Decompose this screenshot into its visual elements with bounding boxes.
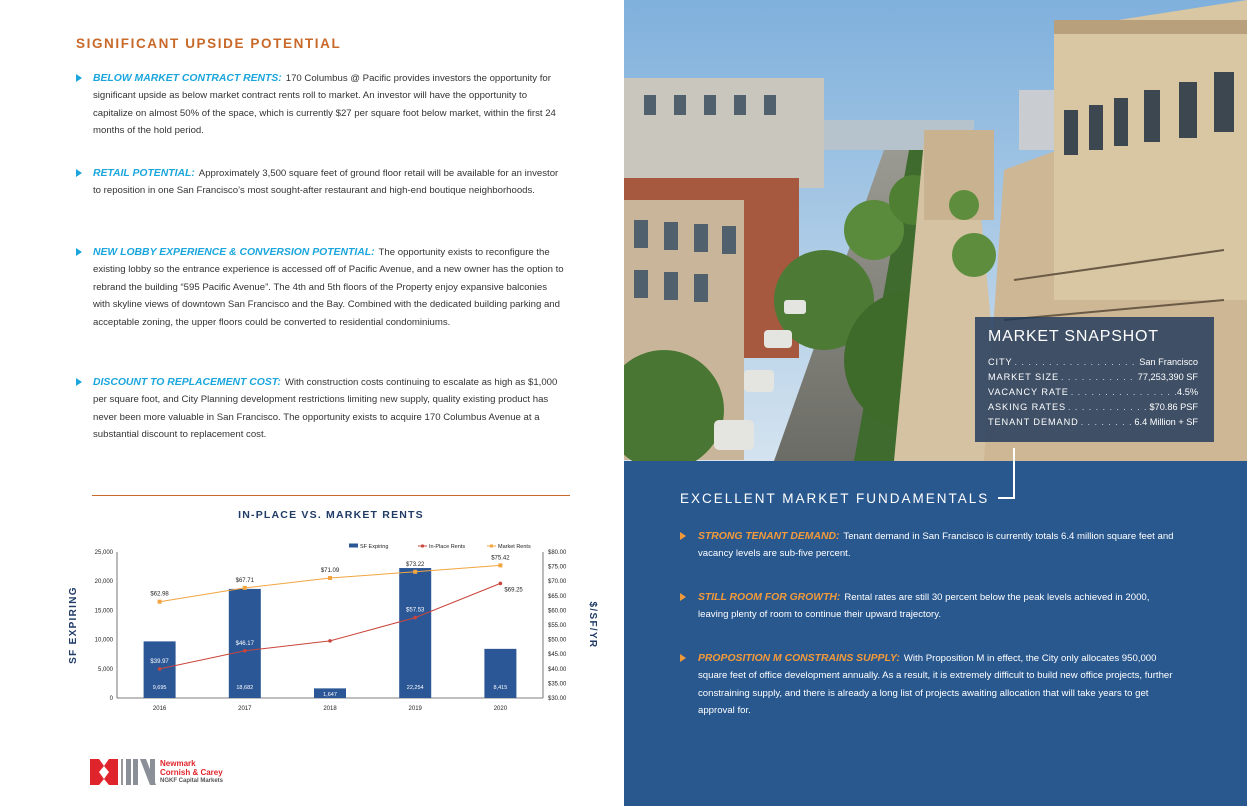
point-in-place-rent	[413, 616, 417, 620]
bullet-heading: STILL ROOM FOR GROWTH:	[698, 592, 841, 603]
y-tick-label: 15,000	[94, 608, 113, 615]
line-data-label: $39.97	[150, 658, 169, 665]
y2-tick-label: $45.00	[548, 652, 567, 659]
bar-data-label: 1,647	[323, 692, 337, 698]
connector-line	[998, 497, 1015, 499]
fundamentals-bullet	[680, 528, 1180, 563]
point-market-rent	[498, 563, 502, 567]
snapshot-row: VACANCY RATE . . . 4.5%	[988, 387, 1198, 397]
bullet-triangle-icon	[76, 74, 82, 82]
point-in-place-rent	[243, 649, 247, 653]
logo-n-icon	[126, 757, 156, 787]
bullet-triangle-icon	[76, 378, 82, 386]
snapshot-row: CITY . . . San Francisco	[988, 357, 1198, 367]
right-page	[624, 0, 1247, 806]
y2-tick-label: $80.00	[548, 550, 567, 556]
upside-title: SIGNIFICANT UPSIDE POTENTIAL	[76, 36, 342, 51]
point-in-place-rent	[499, 582, 503, 586]
bullet-text: Rental rates are still 30 percent below the peak levels achieved in 2000, leaving plenty of room to continue their upward trajectory.	[698, 592, 1150, 621]
y-tick-label: 5,000	[97, 666, 113, 673]
point-in-place-rent	[328, 639, 332, 643]
y2-tick-label: $75.00	[548, 564, 567, 571]
bar-sf-expiring	[399, 568, 431, 698]
logo-line2: Cornish & Carey	[160, 768, 223, 777]
x-tick-label: 2016	[152, 706, 167, 712]
y-tick-label: 10,000	[94, 637, 113, 644]
line-data-label: $75.42	[491, 555, 510, 562]
company-logo	[90, 757, 224, 792]
bar-data-label: 8,415	[493, 685, 508, 691]
legend-marker	[421, 544, 424, 547]
legend-label: Market Rents	[498, 544, 531, 550]
x-tick-label: 2018	[323, 706, 337, 712]
y-tick-label: 0	[109, 696, 113, 702]
bullet-text: With Proposition M in effect, the City only allocates 950,000 square feet of office development annually. As a result, it is extremely difficult to build new office projects, further constraining supply, and there is already a long list of projects awaiting allocation that will take years to get approval for.	[698, 653, 1173, 717]
bullet-heading: BELOW MARKET CONTRACT RENTS:	[93, 73, 282, 84]
line-data-label: $49.56	[320, 630, 340, 637]
bullet-text: Approximately 3,500 square feet of ground floor retail will be available for an investor to reposition in one San Francisco’s most sought-after restaurant and high-end boutique neighborhoods.	[93, 168, 559, 197]
y2-tick-label: $55.00	[548, 623, 567, 629]
bullet-triangle-icon	[76, 248, 82, 256]
bullet-heading: PROPOSITION M CONSTRAINS SUPPLY:	[698, 653, 900, 664]
bullet-text: Tenant demand in San Francisco is currently totals 6.4 million square feet and vacancy levels are sub-five percent.	[698, 531, 1174, 560]
bullet-heading: STRONG TENANT DEMAND:	[698, 531, 840, 542]
bar-data-label: 9,695	[152, 685, 167, 691]
snapshot-row: TENANT DEMAND . . . 6.4 Million + SF	[988, 417, 1198, 427]
y2-tick-label: $35.00	[548, 681, 567, 688]
legend-swatch	[349, 544, 358, 548]
y2-axis-title: $/SF/YR	[587, 601, 598, 649]
bar-data-label: 22,254	[406, 685, 424, 691]
y2-tick-label: $60.00	[548, 608, 567, 615]
snapshot-row: ASKING RATES . . . $70.86 PSF	[988, 402, 1198, 412]
logo-mark-icon	[90, 757, 128, 787]
y2-tick-label: $40.00	[548, 666, 567, 673]
logo-line3: NGKF Capital Markets	[160, 778, 224, 784]
point-in-place-rent	[158, 667, 162, 671]
snapshot-title: MARKET SNAPSHOT	[988, 328, 1159, 345]
bullet-heading: RETAIL POTENTIAL:	[93, 168, 195, 179]
x-tick-label: 2017	[238, 706, 252, 712]
line-data-label: $57.53	[406, 607, 425, 614]
bullet-triangle-icon	[76, 169, 82, 177]
point-market-rent	[243, 586, 247, 590]
point-market-rent	[328, 576, 332, 580]
connector-line	[1013, 448, 1015, 498]
y-tick-label: 25,000	[94, 550, 113, 556]
fundamentals-bullet	[680, 650, 1180, 720]
bullet-text: The opportunity exists to reconfigure the existing lobby so the entrance experience is accessed off of Pacific Avenue, and a new owner has the option to rebrand the building “595 Pacific Avenue”. The 4th and 5th floors of the Property enjoy expansive balconies with skyline views of downtown San Francisco and the Bay. Combined with the dedicated building parking and acceptable zoning, the upper floors could be converted to residential condominiums.	[93, 247, 564, 328]
upside-bullet	[76, 70, 566, 140]
line-data-label: $69.25	[504, 587, 523, 594]
y2-tick-label: $30.00	[548, 696, 567, 702]
bullet-heading: NEW LOBBY EXPERIENCE & CONVERSION POTENTIAL:	[93, 247, 375, 258]
fundamentals-panel	[624, 461, 1247, 806]
bullet-triangle-icon	[680, 654, 686, 662]
fundamentals-title: EXCELLENT MARKET FUNDAMENTALS	[680, 491, 990, 506]
bullet-text: With construction costs continuing to escalate as high as $1,000 per square foot, and City Planning development restrictions limiting new supply, quality existing product has never been more valuable in San Francisco. The opportunity exists to acquire 170 Columbus Avenue at a substantial discount to replacement cost.	[93, 377, 558, 441]
legend-label: In-Place Rents	[429, 544, 466, 550]
chart-divider	[92, 495, 570, 496]
fundamentals-bullet	[680, 589, 1180, 624]
x-tick-label: 2020	[493, 706, 508, 712]
line-data-label: $73.22	[406, 561, 425, 568]
y-axis-title: SF EXPIRING	[68, 586, 79, 664]
bullet-text: 170 Columbus @ Pacific provides investors the opportunity for significant upside as below market contract rents roll to market. An investor will have the opportunity to capitalize on almost 50% of the space, which is currently $27 per square foot below market, within the first 24 months of the hold period.	[93, 73, 556, 137]
chart-title: IN-PLACE VS. MARKET RENTS	[238, 509, 424, 521]
line-data-label: $62.98	[150, 591, 169, 598]
bullet-triangle-icon	[680, 532, 686, 540]
upside-bullet	[76, 374, 566, 444]
bullet-triangle-icon	[680, 593, 686, 601]
line-data-label: $46.17	[235, 640, 254, 647]
market-snapshot-box	[975, 317, 1214, 442]
bar-data-label: 18,682	[236, 685, 254, 691]
line-data-label: $71.09	[320, 568, 340, 575]
y2-tick-label: $70.00	[548, 579, 567, 586]
rent-chart	[0, 530, 624, 730]
line-data-label: $67.71	[235, 577, 254, 584]
y2-tick-label: $50.00	[548, 637, 567, 644]
y2-tick-label: $65.00	[548, 593, 567, 600]
bullet-heading: DISCOUNT TO REPLACEMENT COST:	[93, 377, 281, 388]
point-market-rent	[158, 600, 162, 604]
legend-label: SF Expiring	[360, 544, 389, 550]
snapshot-row: MARKET SIZE . . . 77,253,390 SF	[988, 372, 1198, 382]
y-tick-label: 20,000	[94, 579, 113, 586]
logo-line1: Newmark	[160, 759, 196, 768]
legend-marker	[490, 545, 493, 548]
line-in-place-rents	[160, 583, 501, 668]
upside-bullet	[76, 165, 566, 200]
point-market-rent	[413, 570, 417, 574]
upside-bullet	[76, 244, 566, 331]
x-tick-label: 2019	[408, 706, 422, 712]
